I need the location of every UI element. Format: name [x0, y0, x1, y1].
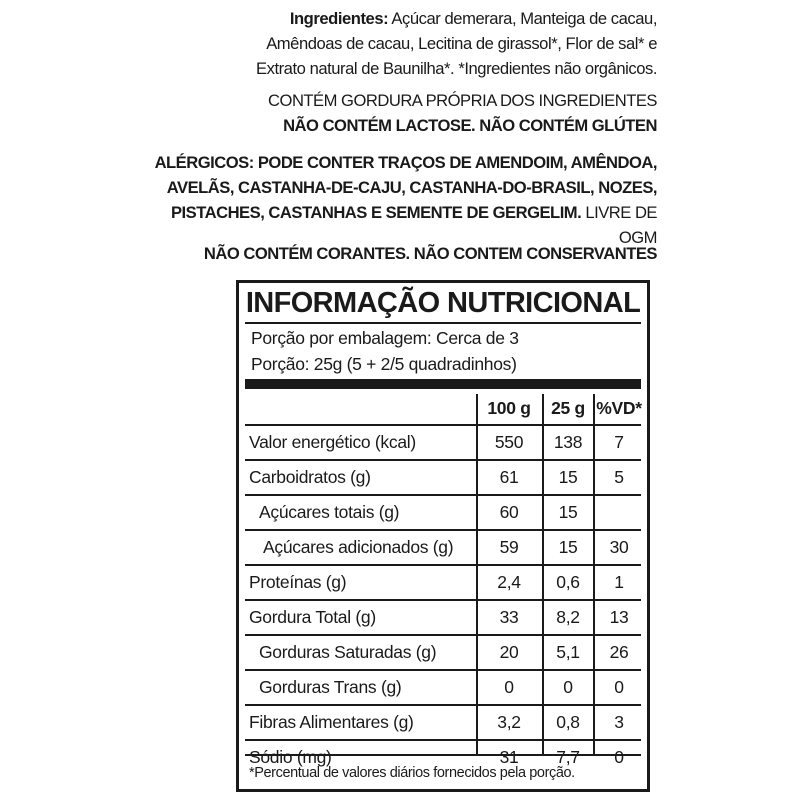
value-per-25g: 0,8	[556, 712, 580, 732]
allergen-statement	[137, 150, 657, 250]
daily-value-footnote: *Percentual de valores diários fornecidos pela porção.	[249, 765, 575, 781]
fat-lactose-claims	[137, 88, 657, 138]
lactose-gluten-statement: NÃO CONTÉM LACTOSE. NÃO CONTÉM GLÚTEN	[283, 116, 657, 135]
row-divider	[245, 424, 641, 426]
value-per-100g: 2,4	[497, 572, 521, 592]
column-header: 100 g	[487, 398, 531, 418]
value-per-100g: 59	[499, 537, 519, 557]
value-per-100g: 60	[499, 502, 519, 522]
value-per-100g: 3,2	[497, 712, 521, 732]
allergens-line-1: ALÉRGICOS: PODE CONTER TRAÇOS DE AMENDOIM, AMÊNDOA,	[154, 153, 657, 172]
row-divider	[245, 564, 641, 566]
nutrient-name: Açúcares adicionados (g)	[263, 537, 454, 557]
value-per-25g: 5,1	[556, 642, 580, 662]
value-per-25g: 15	[558, 467, 578, 487]
allergens-line-3: PISTACHES, CASTANHAS E SEMENTE DE GERGELIM.	[170, 203, 582, 222]
daily-value-percent: 26	[609, 642, 629, 662]
daily-value-percent: 0	[614, 677, 624, 697]
ingredients-block	[187, 6, 657, 81]
row-divider	[245, 599, 641, 601]
value-per-100g: 61	[499, 467, 519, 487]
value-per-25g: 15	[558, 537, 578, 557]
nutrient-name: Carboidratos (g)	[249, 467, 371, 487]
row-divider	[245, 704, 641, 706]
thick-divider	[245, 379, 641, 389]
daily-value-percent: 0	[614, 747, 624, 767]
nutrient-name: Gordura Total (g)	[249, 607, 376, 627]
daily-value-percent: 13	[609, 607, 629, 627]
daily-value-percent: 5	[614, 467, 624, 487]
value-per-25g: 7,7	[556, 747, 580, 767]
servings-per-package: Porção por embalagem: Cerca de 3	[251, 328, 519, 348]
value-per-25g: 0	[563, 677, 573, 697]
colorants-preservatives-statement: NÃO CONTÉM CORANTES. NÃO CONTEM CONSERVANTES	[203, 244, 657, 263]
daily-value-percent: 30	[609, 537, 629, 557]
value-per-100g: 550	[494, 432, 524, 452]
row-divider	[245, 739, 641, 741]
value-per-100g: 31	[499, 747, 519, 767]
ingredients-line-2: Amêndoas de cacau, Lecitina de girassol*, Flor de sal* e	[266, 34, 657, 53]
value-per-100g: 0	[504, 677, 514, 697]
ingredients-label: Ingredientes:	[289, 9, 389, 28]
daily-value-percent: 3	[614, 712, 624, 732]
ingredients-line-3: Extrato natural de Baunilha*. *Ingredientes não orgânicos.	[255, 59, 657, 78]
value-per-100g: 20	[499, 642, 519, 662]
daily-value-percent: 1	[614, 572, 624, 592]
value-per-25g: 138	[553, 432, 583, 452]
value-per-25g: 0,6	[556, 572, 580, 592]
nutrient-name: Gorduras Trans (g)	[259, 677, 402, 697]
ingredients-line-1	[187, 6, 657, 31]
nutrient-name: Gorduras Saturadas (g)	[259, 642, 437, 662]
value-per-25g: 15	[558, 502, 578, 522]
value-per-100g: 33	[499, 607, 519, 627]
row-divider	[245, 529, 641, 531]
nutrient-name: Fibras Alimentares (g)	[249, 712, 414, 732]
serving-size: Porção: 25g (5 + 2/5 quadradinhos)	[251, 354, 517, 374]
nutrient-name: Proteínas (g)	[249, 572, 347, 592]
nutrient-name: Açúcares totais (g)	[259, 502, 400, 522]
gmo-free-statement: LIVRE DE OGM	[585, 203, 657, 247]
row-divider	[245, 669, 641, 671]
title-divider	[245, 322, 641, 324]
ingredients-text-1: Açúcar demerara, Manteiga de cacau,	[391, 9, 657, 28]
value-per-25g: 8,2	[556, 607, 580, 627]
nutrient-name: Valor energético (kcal)	[249, 432, 416, 452]
nutrition-facts-panel	[236, 280, 650, 792]
column-header: 25 g	[551, 398, 585, 418]
row-divider	[245, 494, 641, 496]
nutrition-title: INFORMAÇÃO NUTRICIONAL	[245, 287, 641, 319]
row-divider	[245, 459, 641, 461]
allergens-line-2: AVELÃS, CASTANHA-DE-CAJU, CASTANHA-DO-BRASIL, NOZES,	[166, 178, 657, 197]
fat-statement: CONTÉM GORDURA PRÓPRIA DOS INGREDIENTES	[268, 91, 657, 110]
row-divider	[245, 634, 641, 636]
nutrient-name: Sódio (mg)	[249, 747, 332, 767]
daily-value-percent: 7	[614, 432, 624, 452]
column-header: %VD*	[596, 398, 642, 418]
